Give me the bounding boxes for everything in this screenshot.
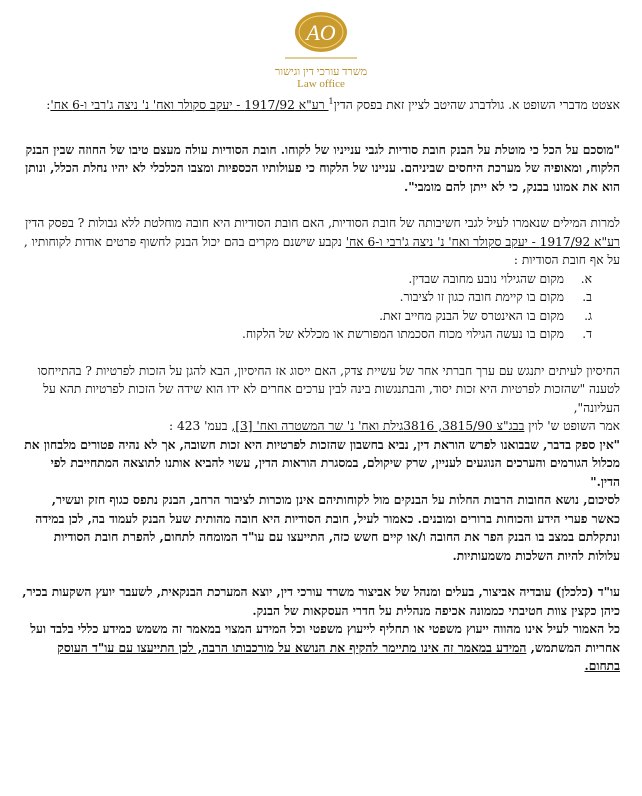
exceptions-list <box>20 270 620 344</box>
intro-text: אצטט מדברי השופט א. גולדברג שהיטב לציין זאת בפסק הדין <box>333 98 620 112</box>
list-marker: ב. <box>582 290 592 304</box>
intro-colon: : <box>46 98 51 112</box>
monogram-text: AO <box>306 20 336 45</box>
footnote-ref: 1 <box>328 96 334 106</box>
list-marker: ג. <box>584 308 592 323</box>
firm-name-hebrew: משרד עורכי דין וגישור <box>274 66 368 78</box>
list-item <box>20 288 620 307</box>
monogram-emblem-icon <box>281 6 361 66</box>
intro-paragraph <box>20 96 620 115</box>
disclaimer-paragraph <box>20 620 620 676</box>
page-ref: בעמ' 423 : <box>169 419 232 433</box>
case-citation-link-2[interactable]: רע"א 1917/92 - יעקב סקולר ואח' נ' ניצה ג'רבי ו-6 אח' <box>345 234 620 249</box>
list-item <box>20 325 620 344</box>
quote-block-1: "מוסכם על הכל כי מוטלת על הבנק חובת סודיות לגבי ענייניו של לקוחו. חובת הסודיות עולה מעצם טיבו של החוזה שבין הבנק הלקוח, ומאופיה של מערכת היחסים שביניהם. עניינו של הלקוח כי פעולותיו הכספיות ומצבו הכלכלי לא יהיו נחלת הכלל, ונותן הוא את אמונו בבנק, כי לא ייתן להם מומבי". <box>25 142 620 194</box>
quote-block-2: "אין ספק בדבר, שבבואנו לפרש הוראת דין, נביא בחשבון שהזכות לפרטיות היא זכות חשובה, אך לא נהיה פטורים מלבחון את מכלול הגורמים והערכים הנוגעים לעניין, שרק שיקולם, במסגרת הוראות הדין, עשוי להביא אותנו לתוצאה המתחייבת לפי הדין." <box>24 437 620 489</box>
list-item-text: מקום בו האינטרס של הבנק מחייב זאת. <box>379 308 564 323</box>
privacy-paragraph: החיסיון לעיתים יתנגש עם ערך חברתי אחר של עשיית צדק, האם ייסוג אז החיסיון, הבא להגן על הזכות לפרטיות ? בהתייחסו לטענה "שהזכות לפרטיות היא זכות יסוד, והבתנגשות בינה לבין ערכים אחרים לא ידו הוא שידה של הזכות לפרטיות תהא על העליונה", <box>37 363 620 415</box>
case-citation-link-3[interactable]: בבג"צ 3815/90, 3816גילת ואח' נ' שר המשטרה ואח' [3], <box>231 419 525 433</box>
list-item-text: מקום בו נעשה הגילוי מכוח הסכמתו המפורשת או מכללא של הלקוח. <box>241 327 564 341</box>
exceptions-paragraph <box>20 214 620 270</box>
disclaimer-underlined: המידע במאמר זה אינו מתיימר להקיף את הנושא על מורכבותו הרבה, לכן התייעצו עם עו"ד העוסק בתחום. <box>57 640 620 673</box>
disclaimer-text: כל האמור לעיל אינו מהווה ייעוץ משפטי או תחליף לייעוץ משפטי וכל המידע המצוי במאמר זה משמש כמידע כללי בלבד ועל אחריות המשתמש, <box>30 622 620 655</box>
article-body <box>20 96 620 676</box>
list-item <box>20 307 620 326</box>
firm-name-english: Law office <box>297 78 345 90</box>
author-bio-paragraph: עו"ד (כלכלן) עובדיה אביצור, בעלים ומנהל של אביצור משרד עורכי דין, יוצא המערכת הבנקאית, לשעבר יועץ השקעות בכיר, כיהן כקצין צוות חטיבתי כממונה אכיפה מנהלית על חדרי העסקאות של הבנק. <box>22 585 620 618</box>
list-item <box>20 270 620 289</box>
case-citation-link[interactable]: רע"א 1917/92 - יעקב סקולר ואח' נ' ניצה ג'רבי ו-6 אח' <box>50 98 329 112</box>
exceptions-text-c: נקבע שישנם מקרים בהם יכול הבנק לחשוף פרטים אודות לקוחותיו , על אף חובת הסודיות : <box>23 234 620 267</box>
list-item-text: מקום שהגילוי נובע מחובה שבדין. <box>408 271 564 286</box>
list-marker: א. <box>580 271 592 286</box>
list-marker: ד. <box>582 327 592 341</box>
judge-citation-paragraph <box>20 417 620 436</box>
judge-text: אמר השופט ש' לוין <box>524 419 620 433</box>
summary-paragraph: לסיכום, נושא החובות הרבות החלות על הבנקים מול לקוחותיהם אינן מוכרות לציבור הרחב, הבנק נתפס כגוף חזק ועשיר, כאשר פערי הידע והכוחות ברורים ומובנים. כאמור לעיל, חובת הסודיות היא חובה מהותית שעל הבנק לעמוד בה, לכן במידה ונתקלתם במצב בו הבנק הפר את החובה ו/או קיים חשש כזה, התייעצו עם עו"ד המומחה לתחום, להפרת חובת הסודיות עלולות להיות השלכות משמעותיות. <box>35 493 620 563</box>
exceptions-text-a: למרות המילים שנאמרו לעיל לגבי חשיבותה של חובת הסודיות, האם חובת הסודיות היא חובה מוחלטת ללא גבולות ? בפסק הדין <box>25 216 620 230</box>
list-item-text: מקום בו קיימת חובה כגון זו לציבור. <box>399 290 564 304</box>
firm-logo <box>0 6 642 90</box>
